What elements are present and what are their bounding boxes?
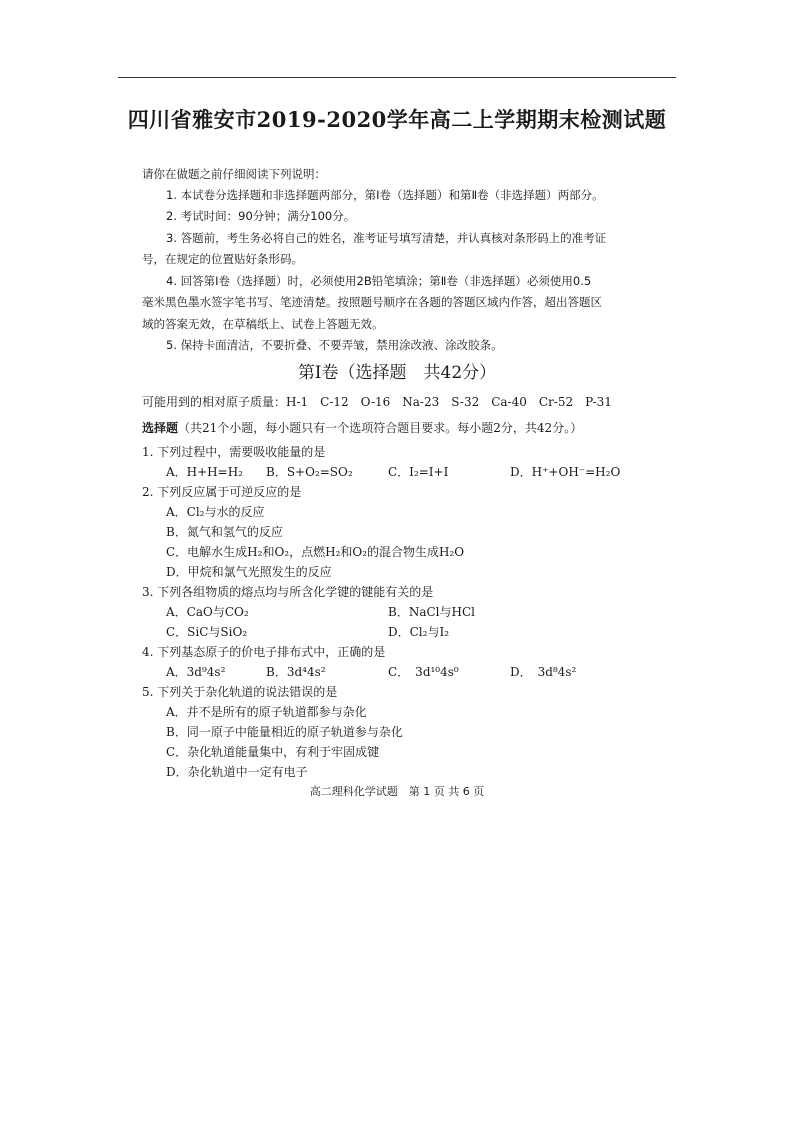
instruction-line: 3. 答题前，考生务必将自己的姓名，准考证号填写清楚，并认真核对条形码上的准考证 <box>166 231 607 245</box>
question-stem: 3. 下列各组物质的熔点均与所含化学键的键能有关的是 <box>142 585 434 599</box>
choice-heading-rest: （共21个小题，每小题只有一个选项符合题目要求。每小题2分，共42分。） <box>178 421 583 435</box>
page-title: 四川省雅安市2019-2020学年高二上学期期末检测试题 <box>127 107 667 132</box>
question-stem: 4. 下列基态原子的价电子排布式中，正确的是 <box>142 645 386 659</box>
option-c: C．I₂=I+I <box>388 465 449 479</box>
option-d: D． 3d⁸4s² <box>510 665 577 679</box>
question-stem: 2. 下列反应属于可逆反应的是 <box>142 485 302 499</box>
option-d: D．杂化轨道中一定有电子 <box>166 765 308 779</box>
option-a: A．3d⁹4s² <box>166 665 226 679</box>
option-d: D．H⁺+OH⁻=H₂O <box>510 465 621 479</box>
option-a: A．H+H=H₂ <box>166 465 243 479</box>
instruction-line: 2. 考试时间：90分钟；满分100分。 <box>166 209 356 223</box>
instruction-line: 毫米黑色墨水签字笔书写、笔迹清楚。按照题号顺序在各题的答题区域内作答，超出答题区 <box>142 295 602 309</box>
header-rule <box>118 77 676 78</box>
instruction-line: 域的答案无效，在草稿纸上、试卷上答题无效。 <box>142 317 384 331</box>
page-footer: 高二理科化学试题 第 1 页 共 6 页 <box>309 785 485 798</box>
option-b: B．3d⁴4s² <box>266 665 326 679</box>
question-stem: 5. 下列关于杂化轨道的说法错误的是 <box>142 685 338 699</box>
section-title: 第Ⅰ卷（选择题 共42分） <box>297 363 497 383</box>
option-b: B．氮气和氢气的反应 <box>166 525 283 539</box>
choice-heading-bold: 选择题 <box>142 421 179 435</box>
instruction-line: 5. 保持卡面清洁，不要折叠、不要弄皱，禁用涂改液、涂改胶条。 <box>166 338 503 352</box>
instruction-line: 号，在规定的位置贴好条形码。 <box>142 252 303 266</box>
option-a: A．Cl₂与水的反应 <box>166 505 265 519</box>
option-a: A．CaO与CO₂ <box>166 605 249 619</box>
instruction-line: 1. 本试卷分选择题和非选择题两部分，第Ⅰ卷（选择题）和第Ⅱ卷（非选择题）两部分。 <box>166 188 604 202</box>
option-b: B．NaCl与HCl <box>388 605 475 619</box>
option-b: B．同一原子中能量相近的原子轨道参与杂化 <box>166 725 403 739</box>
instruction-line: 4. 回答第Ⅰ卷（选择题）时，必须使用2B铅笔填涂；第Ⅱ卷（非选择题）必须使用0.5 <box>166 274 592 288</box>
option-a: A．并不是所有的原子轨道都参与杂化 <box>166 705 367 719</box>
option-d: D．甲烷和氯气光照发生的反应 <box>166 565 332 579</box>
instructions-intro: 请你在做题之前仔细阅读下列说明： <box>142 167 326 181</box>
question-stem: 1. 下列过程中，需要吸收能量的是 <box>142 445 326 459</box>
choice-heading <box>142 420 582 436</box>
option-c: C．SiC与SiO₂ <box>166 625 248 639</box>
atomic-masses: 可能用到的相对原子质量：H-1 C-12 O-16 Na-23 S-32 Ca-40 Cr-52 P-31 <box>142 395 612 409</box>
option-b: B．S+O₂=SO₂ <box>266 465 353 479</box>
option-c: C．电解水生成H₂和O₂，点燃H₂和O₂的混合物生成H₂O <box>166 545 465 559</box>
option-d: D．Cl₂与I₂ <box>388 625 450 639</box>
option-c: C．杂化轨道能量集中，有利于牢固成键 <box>166 745 380 759</box>
option-c: C． 3d¹⁰4s⁰ <box>388 665 459 679</box>
